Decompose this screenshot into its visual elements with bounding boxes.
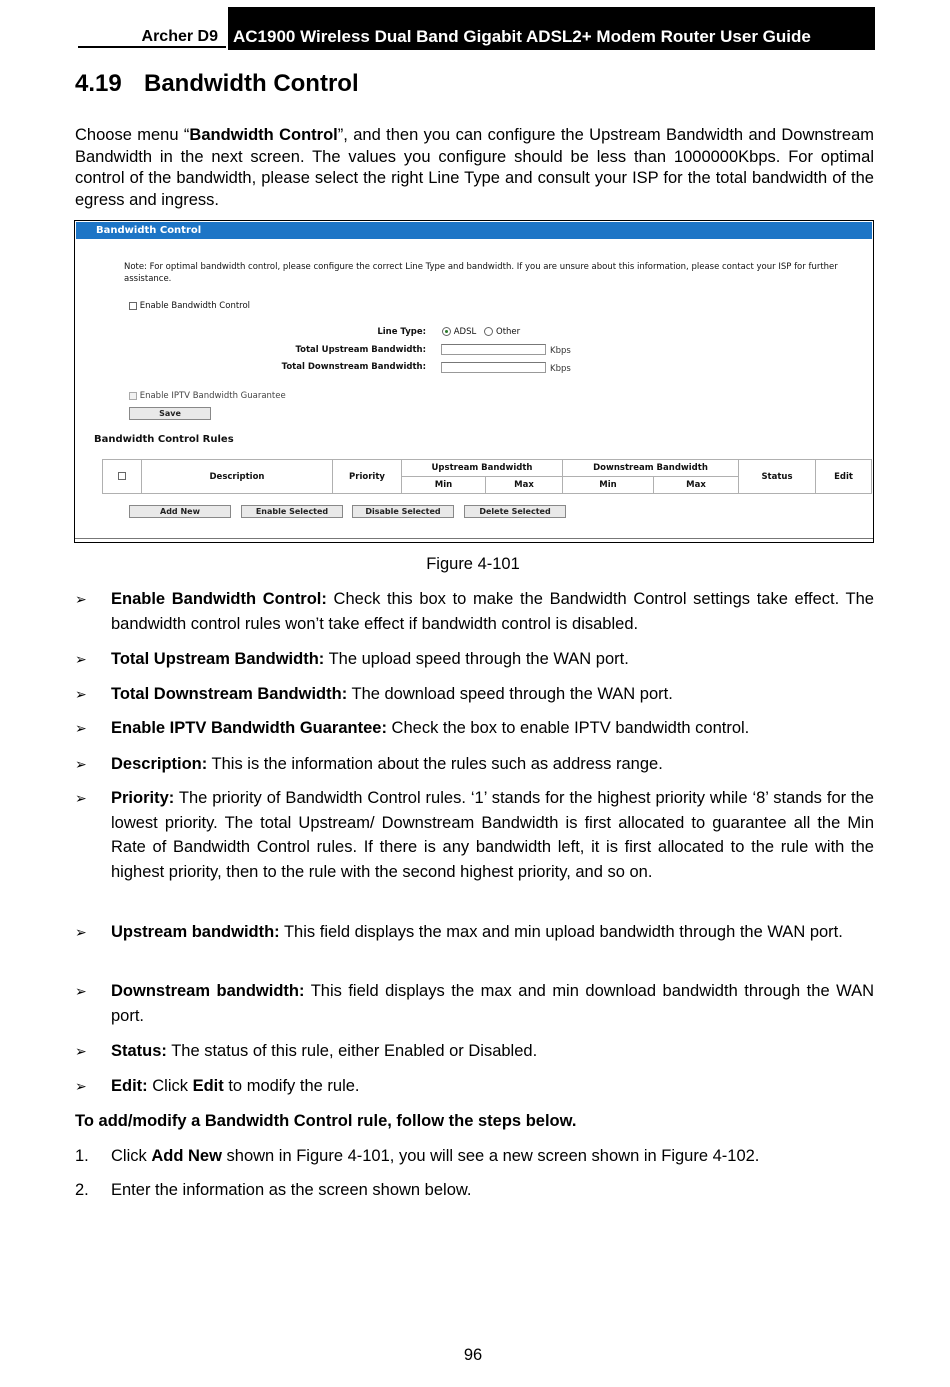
bullet-text: This field displays the max and min download bandwidth through the WAN port. (111, 982, 874, 1025)
step-text-post: shown in Figure 4-101, you will see a new screen shown in Figure 4-102. (221, 1147, 760, 1165)
arrow-bullet-icon: ➢ (75, 756, 87, 772)
downstream-bandwidth-input[interactable] (441, 362, 546, 373)
section-heading (75, 70, 359, 98)
upstream-bandwidth-input[interactable] (441, 344, 546, 355)
arrow-bullet-icon: ➢ (75, 790, 87, 806)
section-title: Bandwidth Control (144, 70, 359, 97)
figure-caption: Figure 4-101 (426, 555, 520, 573)
bullet-term: Priority: (111, 789, 175, 807)
step-text-pre: Enter the information as the screen shown below. (111, 1181, 472, 1199)
bullet-item (75, 979, 874, 1028)
step-item (75, 1145, 759, 1167)
col-downstream: Downstream Bandwidth (563, 460, 739, 477)
arrow-bullet-icon: ➢ (75, 686, 87, 702)
bandwidth-control-screenshot (74, 220, 874, 543)
col-edit: Edit (816, 460, 872, 494)
intro-menu-name: Bandwidth Control (189, 126, 338, 144)
line-type-adsl-label: ADSL (453, 327, 477, 337)
col-downstream-max: Max (654, 477, 739, 494)
line-type-adsl-radio[interactable] (442, 327, 451, 336)
bullet-text: Check this box to make the Bandwidth Control settings take effect. The bandwidth control rules won’t take effect if bandwidth control is disabled. (111, 590, 874, 633)
bullet-text: This field displays the max and min upload bandwidth through the WAN port. (279, 923, 843, 941)
steps-heading: To add/modify a Bandwidth Control rule, follow the steps below. (75, 1112, 577, 1130)
step-number: 1. (75, 1147, 89, 1165)
bullet-term: Edit: (111, 1077, 148, 1095)
bullet-term: Downstream bandwidth: (111, 982, 305, 1000)
enable-iptv-checkbox[interactable] (129, 392, 137, 400)
bullet-item (75, 920, 874, 945)
bullet-text-tail: to modify the rule. (223, 1077, 360, 1095)
bullet-term: Upstream bandwidth: (111, 923, 280, 941)
col-status: Status (739, 460, 816, 494)
col-upstream: Upstream Bandwidth (402, 460, 563, 477)
col-priority: Priority (333, 460, 402, 494)
bullet-item (75, 682, 874, 707)
intro-post: ”, and then you can configure the Upstream Bandwidth and Downstream Bandwidth in the next screen. The values you configure should be less than 1000000Kbps. For optimal control of the bandwidth, please select the right Line Type and consult your ISP for the total bandwidth of the egress and ingress. (75, 126, 874, 209)
bullet-text: The upload speed through the WAN port. (324, 650, 629, 668)
bullet-text: The status of this rule, either Enabled or Disabled. (166, 1042, 538, 1060)
save-button[interactable]: Save (129, 407, 211, 420)
bullet-term: Enable IPTV Bandwidth Guarantee: (111, 719, 387, 737)
downstream-unit: Kbps (550, 364, 571, 374)
arrow-bullet-icon: ➢ (75, 651, 87, 667)
rules-heading: Bandwidth Control Rules (94, 434, 234, 445)
bullet-item (75, 752, 874, 777)
downstream-bandwidth-label: Total Downstream Bandwidth: (281, 362, 426, 372)
bullet-term: Enable Bandwidth Control: (111, 590, 327, 608)
bullet-text: Click (147, 1077, 193, 1095)
bullet-term: Status: (111, 1042, 167, 1060)
col-downstream-min: Min (563, 477, 654, 494)
line-type-options (442, 327, 520, 337)
col-upstream-max: Max (486, 477, 563, 494)
header-guide-title: AC1900 Wireless Dual Band Gigabit ADSL2+ Modem Router User Guide (228, 7, 875, 50)
screenshot-note: Note: For optimal bandwidth control, please configure the correct Line Type and bandwidth. If you are unsure about this information, please contact your ISP for further assistance. (124, 262, 838, 284)
upstream-bandwidth-label: Total Upstream Bandwidth: (295, 345, 426, 355)
upstream-unit: Kbps (550, 346, 571, 356)
col-upstream-min: Min (402, 477, 486, 494)
line-type-other-radio[interactable] (484, 327, 493, 336)
step-item (75, 1179, 471, 1201)
page-number: 96 (463, 1346, 483, 1364)
arrow-bullet-icon: ➢ (75, 1043, 87, 1059)
section-number: 4.19 (75, 70, 122, 97)
bullet-item (75, 786, 874, 884)
bullet-item (75, 647, 874, 672)
enable-bandwidth-control-checkbox[interactable] (129, 302, 137, 310)
screenshot-title-bar: Bandwidth Control (76, 222, 872, 239)
step-text-pre: Click (111, 1147, 152, 1165)
col-description: Description (142, 460, 333, 494)
arrow-bullet-icon: ➢ (75, 591, 87, 607)
bullet-term-inline: Edit (192, 1077, 224, 1095)
enable-iptv-label: Enable IPTV Bandwidth Guarantee (139, 391, 286, 401)
add-new-button[interactable]: Add New (129, 505, 231, 518)
enable-bandwidth-control-label: Enable Bandwidth Control (139, 301, 251, 311)
rules-table (102, 459, 872, 494)
delete-selected-button[interactable]: Delete Selected (464, 505, 566, 518)
select-all-cell (103, 460, 142, 494)
bullet-item (75, 587, 874, 636)
bullet-text: This is the information about the rules such as address range. (207, 755, 663, 773)
bullet-text: The priority of Bandwidth Control rules. ‘1’ stands for the highest priority while ‘8’ stands for the lowest priority. The total Upstream/ Downstream Bandwidth is first allocated to guarantee all the Min Rate of Bandwidth Control rules. If there is any bandwidth left, it is first allocated to the rule with the highest priority, then to the rule with the second highest priority, and so on. (111, 789, 874, 881)
bullet-text: Check the box to enable IPTV bandwidth control. (386, 719, 750, 737)
bullet-item (75, 1039, 874, 1064)
screenshot-bottom-rule (75, 538, 873, 539)
enable-iptv-row[interactable] (129, 391, 286, 401)
line-type-label: Line Type: (377, 327, 426, 337)
disable-selected-button[interactable]: Disable Selected (352, 505, 454, 518)
arrow-bullet-icon: ➢ (75, 1078, 87, 1094)
intro-pre: Choose menu “ (75, 126, 190, 144)
bullet-item (75, 1074, 874, 1099)
header-model: Archer D9 (78, 26, 226, 48)
select-all-checkbox[interactable] (118, 472, 126, 480)
bullet-item (75, 716, 874, 741)
intro-paragraph (75, 125, 874, 211)
step-number: 2. (75, 1181, 89, 1199)
arrow-bullet-icon: ➢ (75, 983, 87, 999)
arrow-bullet-icon: ➢ (75, 924, 87, 940)
line-type-other-label: Other (496, 327, 521, 337)
bullet-term: Description: (111, 755, 208, 773)
bullet-term: Total Upstream Bandwidth: (111, 650, 325, 668)
enable-selected-button[interactable]: Enable Selected (241, 505, 343, 518)
bullet-text: The download speed through the WAN port. (347, 685, 673, 703)
step-text-bold: Add New (151, 1147, 222, 1165)
arrow-bullet-icon: ➢ (75, 720, 87, 736)
bullet-term: Total Downstream Bandwidth: (111, 685, 348, 703)
enable-bandwidth-control-row[interactable] (129, 301, 250, 311)
